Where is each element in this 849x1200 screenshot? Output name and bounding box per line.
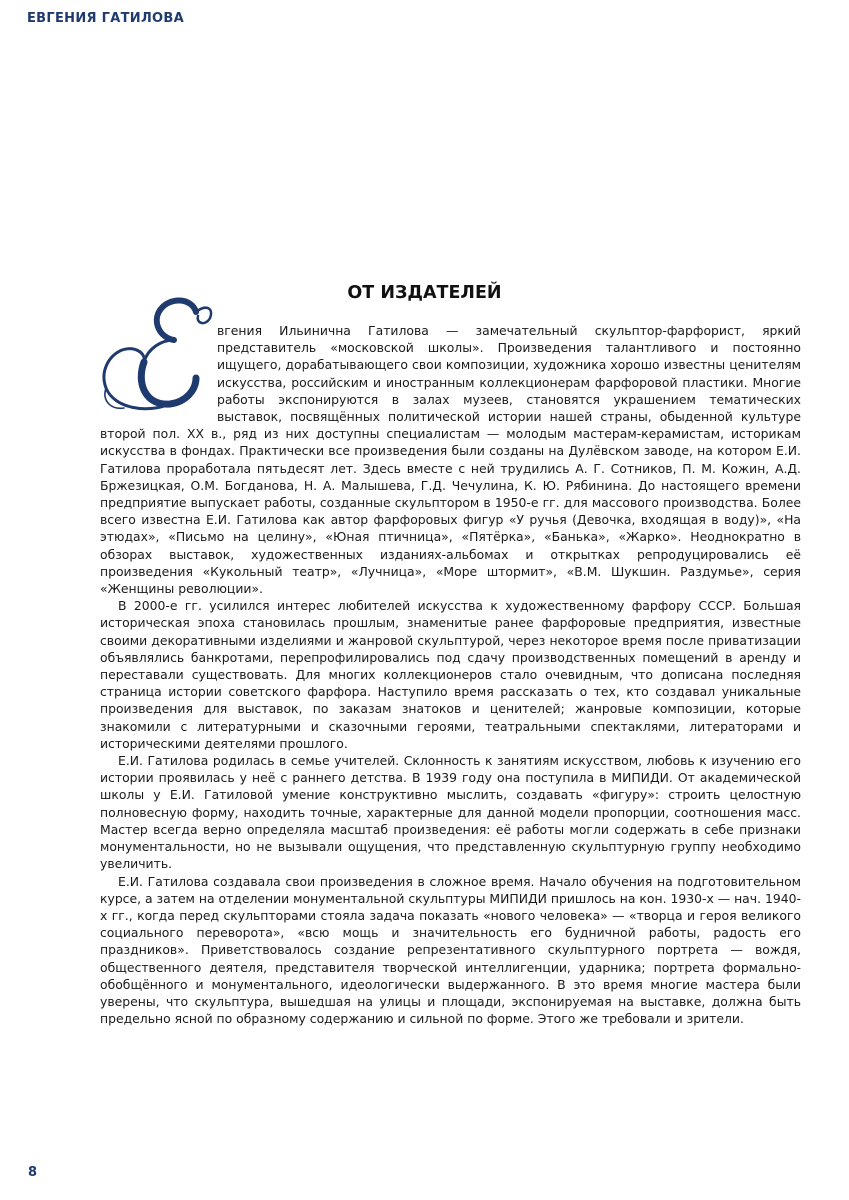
running-head: ЕВГЕНИЯ ГАТИЛОВА: [27, 11, 184, 26]
article-body: [100, 322, 801, 1027]
paragraph-3: Е.И. Гатилова родилась в семье учителей. Склонность к занятиям искусством, любовь к изучению его истории проявилась у неё с раннего детства. В 1939 году она поступила в МИПИДИ. От академической школы у Е.И. Гатиловой умение конструктивно мыслить, создавать «фигуру»: строить целостную полновесную форму, находить точные, характерные для данной модели пропорции, соотношения масс. Мастер всегда верно определяла масштаб произведения: её работы могли содержать в себе признаки монументальности, но не вызывали ощущения, что представленную скульптурную группу необходимо увеличить.: [100, 753, 801, 872]
paragraph-1: вгения Ильинична Гатилова — замечательный скульптор-фарфорист, яркий представитель «московской школы». Произведения талантливого и постоянно ищущего, дорабатывающего свои композиции, художника хорошо известны ценителям искусства, российским и иностранным коллекционерам фарфоровой пластики. Многие работы экспонируются в залах музеев, становятся украшением тематических выставок, посвящённых политической истории нашей страны, обыденной культуре второй пол. XX в., ряд из них доступны специалистам — молодым мастерам-керамистам, историкам искусства в фондах. Практически все произведения были созданы на Дулёвском заводе, на котором Е.И. Гатилова проработала пятьдесят лет. Здесь вместе с ней трудились А. Г. Сотников, П. М. Кожин, А.Д. Бржезицкая, О.М. Богданова, Н. А. Малышева, Г.Д. Чечулина, К. Ю. Рябинина. До настоящего времени предприятие выпускает работы, созданные скульптором в 1950-е гг. для массового производства. Более всего известна Е.И. Гатилова как автор фарфоровых фигур «У ручья (Девочка, входящая в воду)», «На этюдах», «Письмо на целину», «Юная птичница», «Пятёрка», «Банька», «Жарко». Неоднократно в обзорах выставок, художественных изданиях-альбомах и открытках репродуцировались её произведения «Кукольный театр», «Лучница», «Море штормит», «В.М. Шукшин. Раздумье», серия «Женщины революции».: [100, 323, 801, 597]
paragraph-2: В 2000-е гг. усилился интерес любителей искусства к художественному фарфору СССР. Большая историческая эпоха становилась прошлым, знаменитые ранее фарфоровые предприятия, известные своими декоративными изделиями и жанровой скульптурой, через некоторое время после приватизации объявлялись банкротами, перепрофилировались под сдачу производственных помещений в аренду и переставали существовать. Для многих коллекционеров стало очевидным, что дописана последняя страница истории советского фарфора. Наступило время рассказать о тех, кто создавал уникальные произведения для выставок, по заказам знатоков и ценителей; жанровые композиции, которые знакомили с литературными и сказочными героями, театральными спектаклями, литераторами и историческими деятелями прошлого.: [100, 598, 801, 751]
page-title: ОТ ИЗДАТЕЛЕЙ: [347, 283, 502, 303]
page-number: 8: [28, 1165, 38, 1180]
paragraph-4: Е.И. Гатилова создавала свои произведения в сложное время. Начало обучения на подготовительном курсе, а затем на отделении монументальной скульптуры МИПИДИ пришлось на кон. 1930-х — нач. 1940-х гг., когда перед скульпторами стояла задача показать «нового человека» — «творца и героя великого социального переворота», «всю мощь и значительность его будничной работы, радость его праздников». Приветствовалось создание репрезентативного скульптурного портрета — вождя, общественного деятеля, представителя творческой интеллигенции, ударника; портрета формально-обобщённого и монументального, идеологически выдержанного. В это время многие мастера были уверены, что скульптура, вышедшая на улицы и площади, экспонируемая на выставке, должна быть предельно ясной по образному содержанию и сильной по форме. Этого же требовали и зрители.: [100, 873, 801, 1027]
